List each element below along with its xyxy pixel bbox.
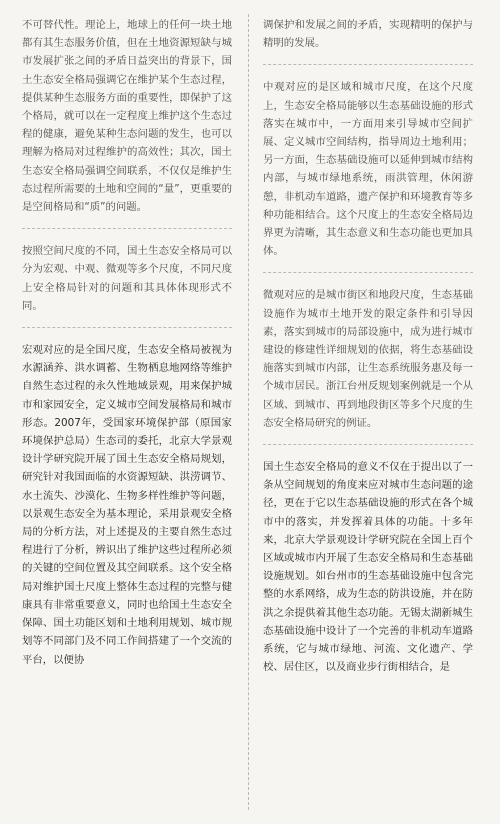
paragraph-spatial-scales: 按照空间尺度的不同，国土生态安全格局可以分为宏观、中观、微观等多个尺度，不同尺度上安全格局针对的问题和其具体体现形式不同。 (22, 245, 232, 312)
paragraph-meso-scale: 中观对应的是区域和城市尺度，在这个尺度上，生态安全格局能够以生态基础设施的形式落实在城市中，一方面用来引导城市空间扩展、定义城市空间结构，指导周边土地利用；另一方面，生态基础设施可以延伸到城市结构内部，与城市绿地系统，雨洪管理，休闲游憩，非机动车道路，遗产保护和环境教育等多种功能相结合。这个尺度上的生态安全格局边界更为清晰，其生态意义和生态功能也更加具体。 (263, 81, 473, 258)
paragraph-ecological-value: 不可替代性。理论上，地球上的任何一块土地都有其生态服务价值，但在土地资源短缺与城市发展扩张之间的矛盾日益突出的背景下，国土生态安全格局强调它在维护某个生态过程，提供某种生态服务方面的重要性，即保护了这个格局，就可以在一定程度上维护这个生态过程的健康，避免某种生态问题的发生，也可以理解为格局对过程维护的高效性；其次，国土生态安全格局强调空间联系，不仅仅是维护生态过程所需要的土地和空间的“量”，更重要的是空间格局和“质”的问题。 (22, 19, 232, 214)
paragraph-macro-scale: 宏观对应的是全国尺度，生态安全格局被视为水源涵养、洪水调蓄、生物栖息地网络等维护自然生态过程的永久性地域景观，用来保护城市和家园安全，定义城市空间发展格局和城市形态。2007年，受国家环境保护部（原国家环境保护总局）生态司的委托，北京大学景观设计学研究院开展了国土生态安全格局规划，研究针对我国面临的水资源短缺、洪涝调节、水土流失、沙漠化、生物多样性维护等问题，以景观生态安全为基本理论，采用景观安全格局的分析方法，对上述提及的主要自然生态过程进行了分析，辨识出了维护这些过程所必须的关键的空间位置及其空间联系。这个安全格局对维护国土尺度上整体生态过程的完整与健康具有非常重要意义，同时也给国土生态安全保障、国土功能区划和土地利用规划、城市规划等不同部门及不同工作间搭建了一个交流的平台，以便协 (22, 344, 232, 666)
paragraph-divider (263, 444, 473, 445)
paragraph-significance: 国土生态安全格局的意义不仅在于提出以了一条从空间规划的角度来应对城市生态问题的途径，更在于它以生态基础设施的形式在各个城市中的落实，并发挥着具体的功能。十多年来，北京大学景观设计学研究院在全国上百个区域或城市内开展了生态安全格局和生态基础设施规划。如台州市的生态基础设施中包含完整的水系网络，成为生态的防洪设施，并在防洪之余提供着其他生态功能。无锡太湖新城生态基础设施中设计了一个完善的非机动车道路系统，它与城市绿地、河流、文化遗产、学校、居住区，以及商业步行街相结合，是 (263, 461, 473, 674)
column-divider (248, 14, 249, 810)
paragraph-divider (22, 228, 232, 229)
right-column (263, 16, 473, 677)
paragraph-continuation: 调保护和发展之间的矛盾，实现精明的保护与精明的发展。 (263, 19, 473, 50)
paragraph-divider (263, 64, 473, 65)
paragraph-divider (263, 272, 473, 273)
paragraph-divider (22, 327, 232, 328)
paragraph-micro-scale: 微观对应的是城市街区和地段尺度，生态基础设施作为城市土地开发的限定条件和引导因素，落实到城市的局部设施中，成为进行城市建设的修建性详细规划的依据，将生态基础设施落实到城市内部，让生态系统服务惠及每一个城市居民。浙江台州反规划案例就是一个从区域、到城市、再到地段街区等多个尺度的生态安全格局研究的例证。 (263, 289, 473, 429)
left-column (22, 16, 232, 669)
